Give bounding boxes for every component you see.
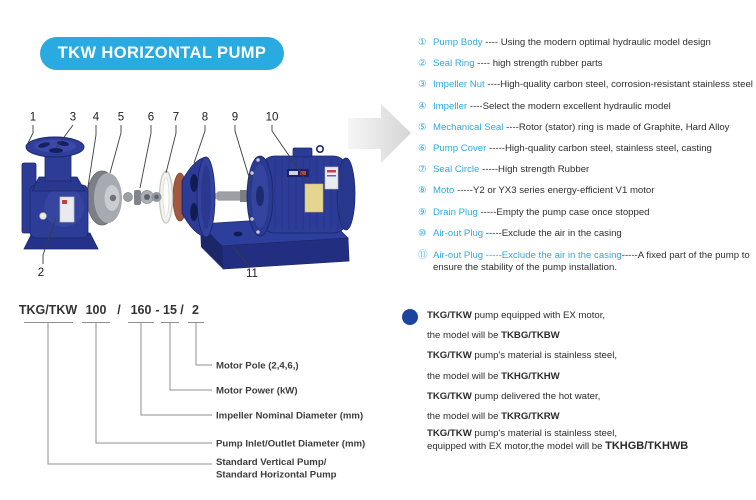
part-name: Drain Plug xyxy=(433,206,478,218)
pump-exploded-diagram xyxy=(0,85,430,285)
model-separator: - xyxy=(155,303,160,317)
part-description: -----High-quality carbon steel, stainless steel, casting xyxy=(486,142,712,154)
part-name: Air-out Plug xyxy=(433,227,484,239)
variant-line: TKG/TKW pump equipped with EX motor, xyxy=(427,310,606,321)
model-separator: / xyxy=(180,303,184,317)
part-description: ----Select the modern excellent hydraulic model xyxy=(467,100,671,112)
part-number: 5 xyxy=(117,111,125,124)
model-code-diagram xyxy=(0,295,395,500)
mechanical-seal-parts xyxy=(124,190,162,205)
model-variants xyxy=(400,306,756,453)
parts-list xyxy=(418,36,754,275)
model-prefix: TKG/TKW xyxy=(18,303,78,317)
part-name: Pump Cover xyxy=(433,142,487,154)
label-motor-pole: Motor Pole (2,4,6,) xyxy=(216,360,299,372)
pump-body xyxy=(22,137,98,249)
label-pump-type-2: Standard Horizontal Pump xyxy=(216,469,337,481)
variant-line: equipped with EX motor,the model will be TKHGB/TKHWB xyxy=(427,440,689,453)
page-title: TKW HORIZONTAL PUMP xyxy=(57,44,267,62)
part-number: 3 xyxy=(69,111,77,124)
model-impeller: 160 xyxy=(130,303,152,317)
variant-line: the model will be TKRG/TKRW xyxy=(427,410,560,422)
parts-list-item xyxy=(418,78,754,99)
part-number: 9 xyxy=(231,111,239,124)
label-inlet-diameter: Pump Inlet/Outlet Diameter (mm) xyxy=(216,438,366,450)
item-number-badge: ④ xyxy=(418,100,427,112)
parts-list-item xyxy=(418,206,754,227)
variant-line: TKG/TKW pump delivered the hot water, xyxy=(427,390,601,402)
parts-list-item xyxy=(418,184,754,205)
parts-list-item xyxy=(418,163,754,184)
part-name: Impeller xyxy=(433,100,468,112)
part-number: 6 xyxy=(147,111,155,124)
part-description: -----Empty the pump case once stopped xyxy=(477,206,650,218)
part-description: -----High strength Rubber xyxy=(479,164,590,176)
part-description: ---- Using the modern optimal hydraulic model design xyxy=(482,37,711,48)
item-number-badge: ⑥ xyxy=(418,142,427,154)
drain-plug xyxy=(40,213,47,220)
parts-list-item xyxy=(418,121,754,142)
part-description: ---- high strength rubber parts xyxy=(474,58,603,70)
eye-bolt xyxy=(317,146,323,152)
parts-list-item xyxy=(418,248,754,275)
item-number-badge: ⑨ xyxy=(418,206,427,218)
part-number: 10 xyxy=(265,111,279,124)
part-description: ----Rotor (stator) ring is made of Graphite, Hard Alloy xyxy=(503,121,730,133)
item-number-badge: ⑤ xyxy=(418,121,427,133)
pump-cover xyxy=(173,157,215,237)
model-power: 15 xyxy=(163,303,177,317)
part-name: Impeller Nut xyxy=(433,79,485,91)
part-description: ----High-quality carbon steel, corrosion-resistant stainless steel xyxy=(484,79,753,91)
model-separator: / xyxy=(117,303,121,317)
parts-list-item xyxy=(418,36,754,57)
model-code-text xyxy=(19,303,199,317)
part-name: Pump Body xyxy=(433,37,483,48)
label-pump-type-1: Standard Vertical Pump/ xyxy=(216,457,327,468)
parts-list-item xyxy=(418,142,754,163)
item-number-badge: ③ xyxy=(418,79,427,91)
variant-line: TKG/TKW pump's material is stainless steel, xyxy=(427,350,618,362)
parts-list-item xyxy=(418,57,754,78)
part-name: Air-out Plug -----Exclude the air in the casing xyxy=(433,249,622,261)
item-number-badge: ⑪ xyxy=(418,249,428,261)
right-arrow-icon xyxy=(348,104,411,163)
part-description: -----Exclude the air in the casing xyxy=(483,227,622,239)
motor-nameplate xyxy=(305,184,323,212)
part-name: Moto xyxy=(433,185,455,197)
part-number: 11 xyxy=(246,268,258,280)
variant-line: the model will be TKBG/TKBW xyxy=(427,330,560,342)
model-inlet: 100 xyxy=(85,303,107,317)
parts-list-item xyxy=(418,227,754,248)
bullet-icon xyxy=(402,309,418,325)
model-code-labels xyxy=(216,361,365,481)
part-description: -----Y2 or YX3 series energy-efficient V1 motor xyxy=(454,185,655,197)
parts-list-item xyxy=(418,100,754,121)
part-number: 2 xyxy=(37,267,45,279)
part-name: Seal Ring xyxy=(433,58,475,70)
item-number-badge: ⑩ xyxy=(418,227,427,239)
model-pole: 2 xyxy=(192,303,199,317)
item-number-badge: ⑦ xyxy=(418,164,427,176)
variant-line: TKG/TKW pump's material is stainless steel, xyxy=(427,428,618,440)
model-code-lines xyxy=(24,323,212,465)
item-number-badge: ⑧ xyxy=(418,185,427,197)
item-number-badge: ① xyxy=(418,37,427,48)
item-number-badge: ② xyxy=(418,58,427,70)
part-name: Mechanical Seal xyxy=(433,121,504,133)
label-impeller-diameter: Impeller Nominal Diameter (mm) xyxy=(216,410,364,422)
part-number: 4 xyxy=(92,111,100,124)
part-number: 8 xyxy=(201,111,209,124)
label-motor-power: Motor Power (kW) xyxy=(216,385,298,397)
part-number: 7 xyxy=(172,111,180,124)
title-banner xyxy=(40,37,284,70)
part-name: Seal Circle xyxy=(433,164,480,176)
part-number: 1 xyxy=(29,111,37,124)
part-description: -----A fixed part of the pump to ensure the stability of the pump installation. xyxy=(433,249,750,274)
variant-line: the model will be TKHG/TKHW xyxy=(427,370,560,382)
